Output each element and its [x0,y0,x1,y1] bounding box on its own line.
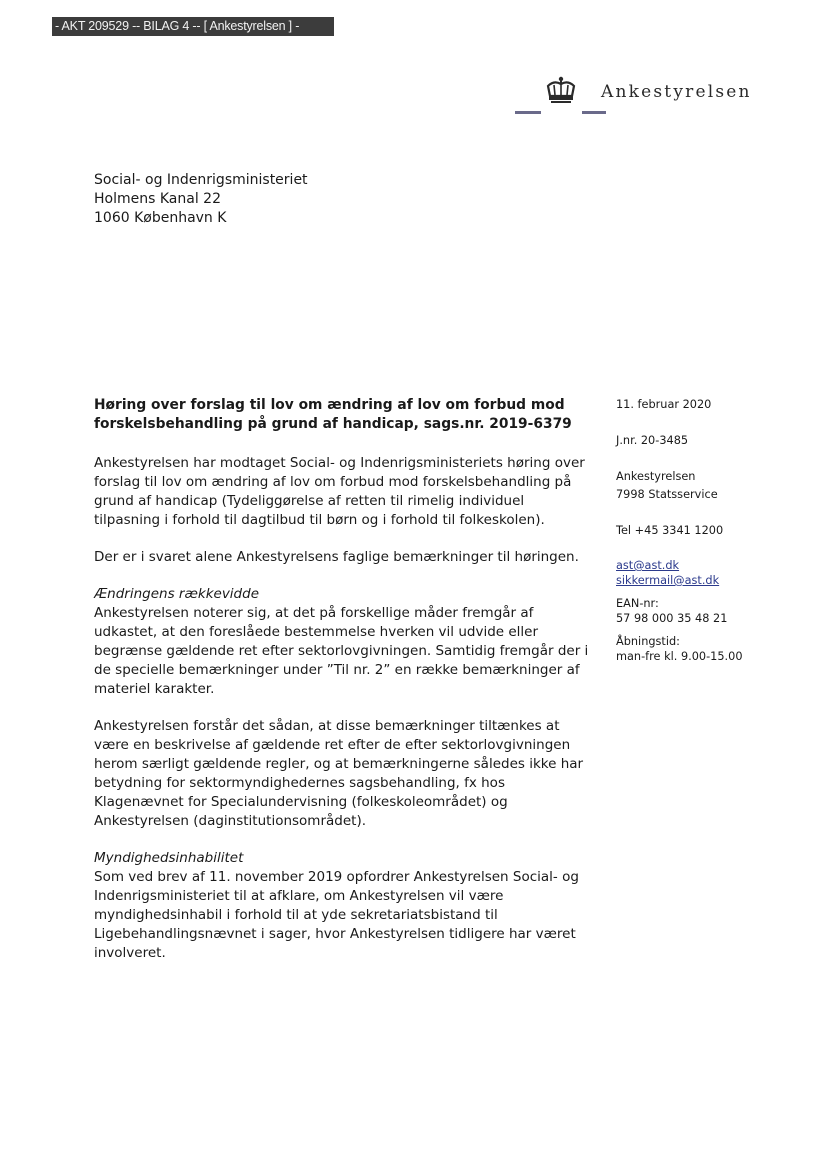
email-link[interactable]: ast@ast.dk [616,559,680,572]
brand-bar-right [582,111,606,114]
recipient-street: Holmens Kanal 22 [94,191,221,207]
recipient-city: 1060 København K [94,210,227,226]
subheading-scope: Ændringens rækkevidde [94,586,259,602]
crown-icon [544,76,578,104]
letter-body [94,396,594,981]
paragraph-scope: Ankestyrelsen noterer sig, at det på forskellige måder fremgår af udkastet, at den foreslåede bestemmelse hverken vil udvide eller begrænse gældende ret efter sektorlovgivningen. Samtidig fremgår der i de specielle bemærkninger under ”Til nr. 2” en række bemærkninger af materiel karakter. [94,605,589,697]
paragraph-intro: Ankestyrelsen har modtaget Social- og Indenrigsministeriets høring over forslag til lov om ændring af lov om forbud mod forskelsbehandling på grund af handicap (Tydeliggørelse af retten til rimelig individuel tilpasning i forhold til dagtilbud til børn og i forhold til folkeskolen). [94,455,585,528]
ean-number: 57 98 000 35 48 21 [616,612,728,625]
letter-date: 11. februar 2020 [616,398,712,411]
sender-phone: Tel +45 3341 1200 [616,524,724,537]
opening-hours: man-fre kl. 9.00-15.00 [616,650,743,663]
sender-info [616,396,826,664]
journal-number: J.nr. 20-3485 [616,434,689,447]
hours-label: Åbningstid: [616,635,680,648]
sender-org: Ankestyrelsen [616,470,696,483]
sender-unit: 7998 Statsservice [616,488,718,501]
document-stamp: - AKT 209529 -- BILAG 4 -- [ Ankestyrelsen ] - [52,17,334,36]
ean-label: EAN-nr: [616,597,659,610]
recipient-name: Social- og Indenrigsministeriet [94,172,308,188]
recipient-address [94,171,308,228]
brand-bar-left [515,111,541,114]
secure-email-link[interactable]: sikkermail@ast.dk [616,574,720,587]
subheading-inhabilitet: Myndighedsinhabilitet [94,850,244,866]
paragraph-inhabilitet: Som ved brev af 11. november 2019 opfordrer Ankestyrelsen Social- og Indenrigsministeriet til at afklare, om Ankestyrelsen vil være myndighedsinhabil i forhold til at yde sekretariatsbistand til Ligebehandlingsnævnet i sager, hvor Ankestyrelsen tidligere har været involveret. [94,869,579,961]
paragraph-scope-note: Der er i svaret alene Ankestyrelsens faglige bemærkninger til høringen. [94,549,579,565]
letter-subject: Høring over forslag til lov om ændring af lov om forbud mod forskelsbehandling på grund af handicap, sags.nr. 2019-6379 [94,397,572,432]
paragraph-understanding: Ankestyrelsen forstår det sådan, at disse bemærkninger tiltænkes at være en beskrivelse af gældende ret efter de efter sektorlovgivningen herom særligt gældende regler, og at bemærkningerne således ikke har betydning for sektormyndighedernes sagsbehandling, fx hos Klagenævnet for Specialundervisning (folkeskoleområdet) og Ankestyrelsen (daginstitutionsområdet). [94,718,584,829]
brand-name: Ankestyrelsen [601,82,752,102]
